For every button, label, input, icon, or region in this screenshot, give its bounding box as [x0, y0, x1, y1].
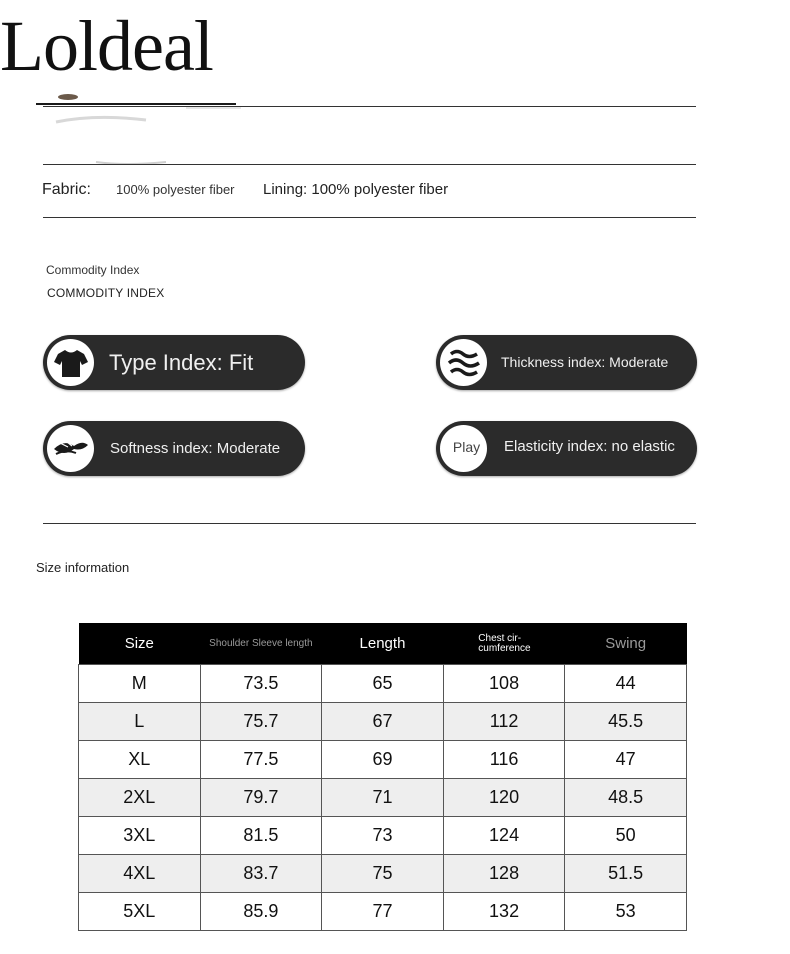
- tshirt-icon: [47, 339, 94, 386]
- cell-shoulder-sleeve: 73.5: [200, 665, 322, 703]
- softness-index-badge: [43, 421, 305, 476]
- cell-chest: 112: [443, 703, 565, 741]
- table-row: [79, 779, 687, 817]
- cell-size: L: [79, 703, 201, 741]
- product-image-fragment: [36, 92, 246, 167]
- cell-size: 2XL: [79, 779, 201, 817]
- cell-size: 5XL: [79, 893, 201, 931]
- table-row: [79, 893, 687, 931]
- cell-chest: 108: [443, 665, 565, 703]
- cell-chest: 132: [443, 893, 565, 931]
- cell-swing: 44: [565, 665, 687, 703]
- play-icon: [440, 425, 487, 472]
- size-table-header: [79, 623, 687, 665]
- table-row: [79, 855, 687, 893]
- cell-chest: 128: [443, 855, 565, 893]
- divider-line: [43, 217, 696, 218]
- cell-length: 77: [322, 893, 444, 931]
- cell-shoulder-sleeve: 75.7: [200, 703, 322, 741]
- cell-length: 69: [322, 741, 444, 779]
- table-row: [79, 741, 687, 779]
- table-row: [79, 817, 687, 855]
- thickness-index-badge: [436, 335, 697, 390]
- cell-length: 67: [322, 703, 444, 741]
- cell-shoulder-sleeve: 83.7: [200, 855, 322, 893]
- cell-size: XL: [79, 741, 201, 779]
- cell-chest: 124: [443, 817, 565, 855]
- cell-length: 75: [322, 855, 444, 893]
- cell-length: 65: [322, 665, 444, 703]
- cell-chest: 120: [443, 779, 565, 817]
- cell-length: 73: [322, 817, 444, 855]
- cell-size: 3XL: [79, 817, 201, 855]
- cell-chest: 116: [443, 741, 565, 779]
- header-swing: Swing: [565, 623, 687, 665]
- play-icon-text: Play: [452, 438, 481, 455]
- cell-shoulder-sleeve: 85.9: [200, 893, 322, 931]
- fabric-label: Fabric:: [42, 181, 91, 198]
- cell-length: 71: [322, 779, 444, 817]
- table-row: [79, 665, 687, 703]
- cell-swing: 53: [565, 893, 687, 931]
- elasticity-index-label: Elasticity index: no elastic: [504, 438, 675, 455]
- header-length: Length: [322, 623, 444, 665]
- cell-swing: 50: [565, 817, 687, 855]
- type-index-badge: [43, 335, 305, 390]
- lining-text: Lining: 100% polyester fiber: [263, 181, 449, 198]
- commodity-index-subtitle: COMMODITY INDEX: [47, 286, 165, 300]
- cell-shoulder-sleeve: 77.5: [200, 741, 322, 779]
- cell-size: 4XL: [79, 855, 201, 893]
- size-table: [78, 623, 687, 931]
- fabric-value: 100% polyester fiber: [116, 182, 235, 197]
- cell-swing: 51.5: [565, 855, 687, 893]
- cell-size: M: [79, 665, 201, 703]
- cell-swing: 47: [565, 741, 687, 779]
- brand-logo: Loldeal: [0, 6, 213, 86]
- table-row: [79, 703, 687, 741]
- divider-line: [43, 106, 696, 107]
- type-index-label: Type Index: Fit: [109, 350, 254, 375]
- waves-icon: [440, 339, 487, 386]
- size-information-title: Size information: [36, 560, 130, 575]
- divider-line: [43, 164, 696, 165]
- feather-icon: [47, 425, 94, 472]
- cell-swing: 45.5: [565, 703, 687, 741]
- elasticity-index-badge: [436, 421, 697, 476]
- header-shoulder-sleeve: Shoulder Sleeve length: [200, 623, 322, 665]
- divider-line: [43, 523, 696, 524]
- header-chest: Chest cir- cumference: [443, 623, 565, 665]
- softness-index-label: Softness index: Moderate: [110, 440, 281, 457]
- commodity-index-title: Commodity Index: [46, 263, 140, 277]
- cell-swing: 48.5: [565, 779, 687, 817]
- thickness-index-label: Thickness index: Moderate: [501, 354, 669, 370]
- header-size: Size: [79, 623, 201, 665]
- cell-shoulder-sleeve: 79.7: [200, 779, 322, 817]
- cell-shoulder-sleeve: 81.5: [200, 817, 322, 855]
